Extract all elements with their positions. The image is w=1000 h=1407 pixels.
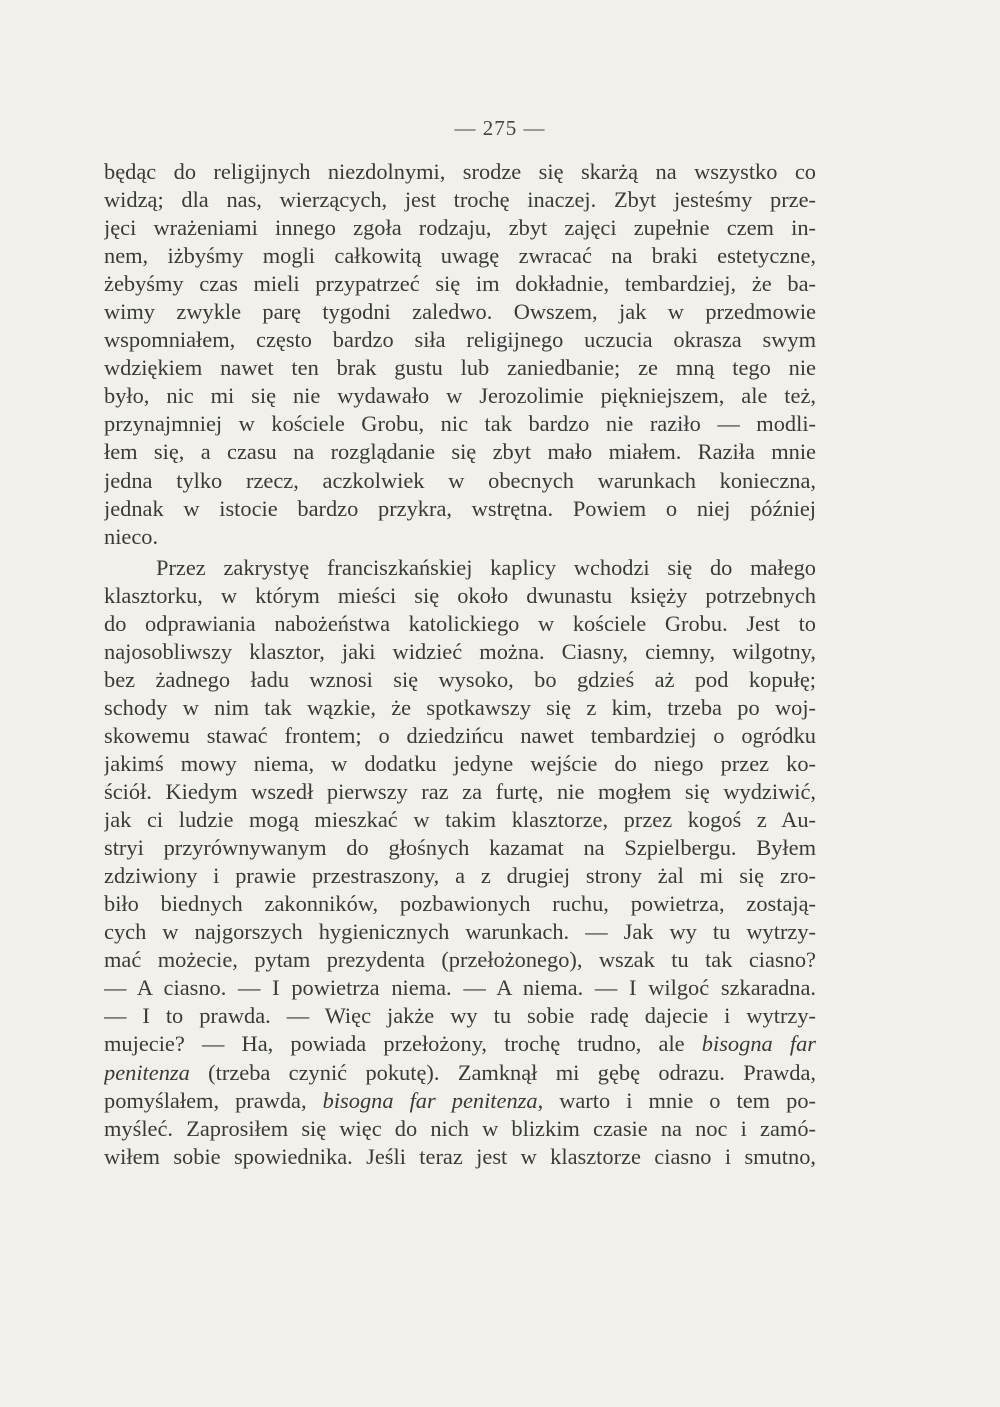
text-line: ściół. Kiedym wszedł pierwszy raz za furtę, nie mogłem się wydziwić, [104,779,816,805]
text-line: cych w najgorszych hygienicznych warunkach. — Jak wy tu wytrzy- [104,919,816,945]
text-line: najosobliwszy klasztor, jaki widzieć można. Ciasny, ciemny, wilgotny, [104,638,816,664]
text-line: nem, iżbyśmy mogli całkowitą uwagę zwracać na braki estetyczne, [104,243,816,269]
text-line: — A ciasno. — I powietrza niema. — A niema. — I wilgoć szkaradna. [104,975,816,1001]
text-line: wspomniałem, często bardzo siła religijnego uczucia okrasza swym [104,327,816,353]
text-line: wdziękiem nawet ten brak gustu lub zaniedbanie; ze mną tego nie [104,355,816,381]
text-line: pomyślałem, prawda, bisogna far penitenza, warto i mnie o tem po- [104,1087,816,1113]
text-line: jak ci ludzie mogą mieszkać w takim klasztorze, przez kogoś z Au- [104,807,816,833]
text-line: jedna tylko rzecz, aczkolwiek w obecnych warunkach konieczna, [104,467,816,493]
page-number: — 275 — [454,116,546,140]
text-line: klasztorku, w którym mieści się około dwunastu księży potrzebnych [104,582,816,608]
text-line: bez żadnego ładu wznosi się wysoko, bo gdzieś aż pod kopułę; [104,666,816,692]
text-line: biło biednych zakonników, pozbawionych ruchu, powietrza, zostają- [104,891,816,917]
text-line: łem się, a czasu na rozglądanie się zbyt mało miałem. Raziła mnie [104,439,816,465]
text-line: jednak w istocie bardzo przykra, wstrętna. Powiem o niej później [104,495,816,521]
text-line: myśleć. Zaprosiłem się więc do nich w blizkim czasie na noc i zamó- [104,1115,816,1141]
text-line: jęci wrażeniami innego zgoła rodzaju, zbyt zajęci zupełnie czem in- [104,215,816,241]
body-text [104,158,816,1171]
text-line: Przez zakrystyę franciszkańskiej kaplicy wchodzi się do małego [156,554,816,580]
paragraph [104,554,816,1171]
text-line: stryi przyrównywanym do głośnych kazamat na Szpielbergu. Byłem [104,835,816,861]
text-line: będąc do religijnych niezdolnymi, srodze się skarżą na wszystko co [104,159,816,184]
text-line: jakimś mowy niema, w dodatku jedyne wejście do niego przez ko- [104,750,816,776]
text-line: wimy zwykle parę tygodni zaledwo. Owszem, jak w przedmowie [104,299,816,325]
text-line: schody w nim tak wązkie, że spotkawszy się z kim, trzeba po woj- [104,694,816,720]
text-line: mujecie? — Ha, powiada przełożony, trochę trudno, ale bisogna far [104,1031,816,1057]
text-line: penitenza (trzeba czynić pokutę). Zamknął mi gębę odrazu. Prawda, [104,1059,816,1085]
text-line: wiłem sobie spowiednika. Jeśli teraz jest w klasztorze ciasno i smutno, [104,1143,816,1169]
text-line: — I to prawda. — Więc jakże wy tu sobie radę dajecie i wytrzy- [104,1003,816,1029]
text-line: nieco. [104,523,159,549]
paragraph [104,158,816,551]
text-line: do odprawiania nabożeństwa katolickiego w kościele Grobu. Jest to [104,610,816,636]
text-line: przynajmniej w kościele Grobu, nic tak bardzo nie raziło — modli- [104,411,816,437]
text-line: żebyśmy czas mieli przypatrzeć się im dokładnie, tembardziej, że ba- [104,271,816,297]
text-line: widzą; dla nas, wierzących, jest trochę inaczej. Zbyt jesteśmy prze- [104,187,816,213]
text-line: zdziwiony i prawie przestraszony, a z drugiej strony żal mi się zro- [104,863,816,889]
text-line: skowemu stawać frontem; o dziedzińcu nawet tembardziej o ogródku [104,722,816,748]
text-line: było, nic mi się nie wydawało w Jerozolimie piękniejszem, ale też, [104,383,816,409]
text-line: mać możecie, pytam prezydenta (przełożonego), wszak tu tak ciasno? [104,947,816,973]
